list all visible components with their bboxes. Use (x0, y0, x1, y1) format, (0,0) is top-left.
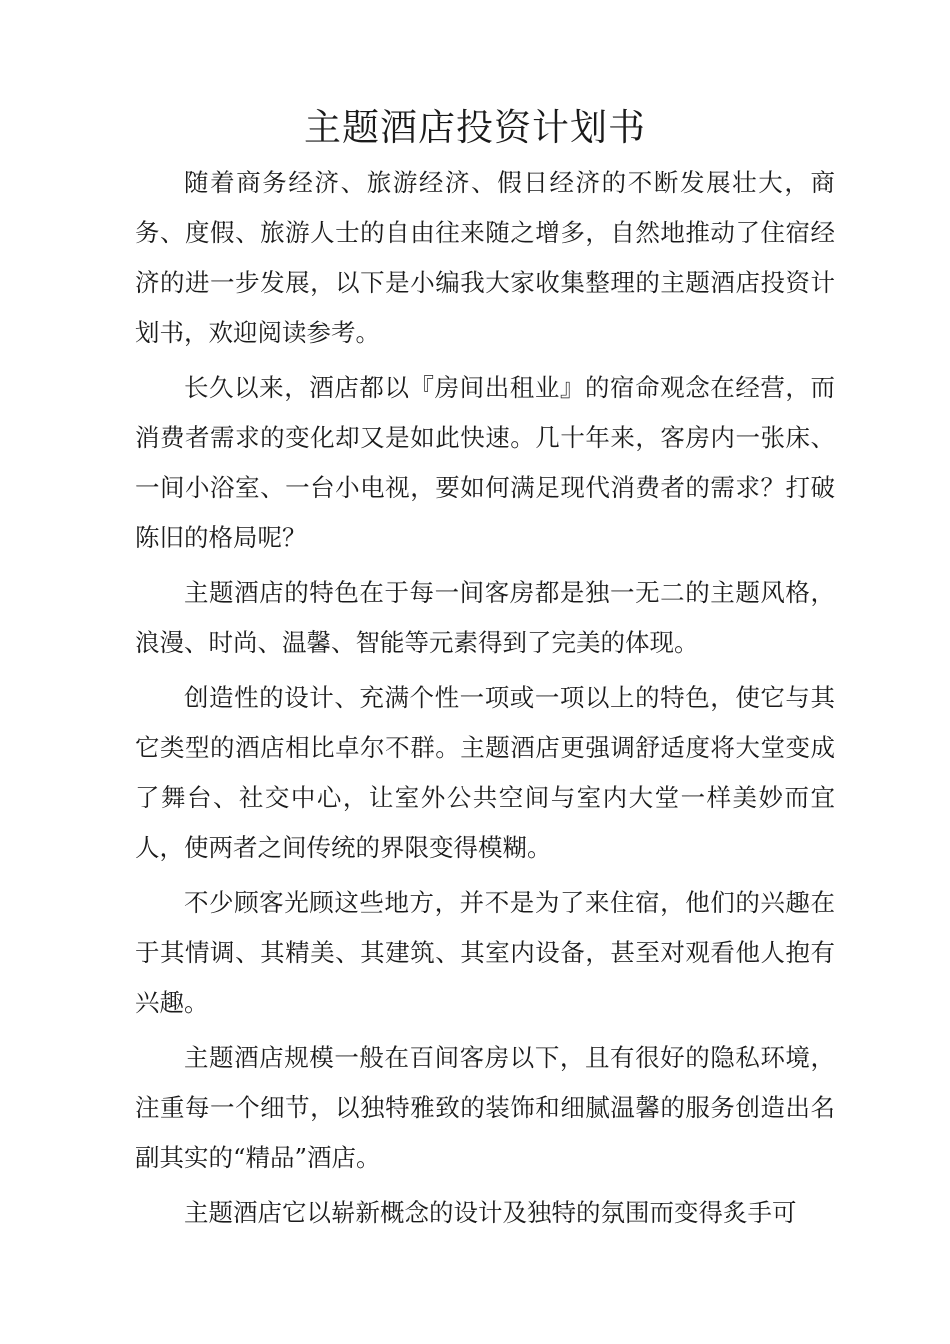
paragraph-1: 随着商务经济、旅游经济、假日经济的不断发展壮大，商务、度假、旅游人士的自由往来随之增多，自然地推动了住宿经济的进一步发展，以下是小编我大家收集整理的主题酒店投资计划书，欢迎阅读参考。 (135, 168, 835, 347)
paragraph-7: 主题酒店它以崭新概念的设计及独特的氛围而变得炙手可 (184, 1198, 797, 1227)
paragraph-4: 创造性的设计、充满个性一项或一项以上的特色，使它与其它类型的酒店相比卓尔不群。主题酒店更强调舒适度将大堂变成了舞台、社交中心，让室外公共空间与室内大堂一样美妙而宜人，使两者之间传统的界限变得模糊。 (135, 683, 835, 862)
document-body (135, 158, 835, 1243)
document-title: 主题酒店投资计划书 (304, 106, 646, 149)
paragraph-3: 主题酒店的特色在于每一间客房都是独一无二的主题风格，浪漫、时尚、温馨、智能等元素得到了完美的体现。 (135, 578, 835, 657)
paragraph-5: 不少顾客光顾这些地方，并不是为了来住宿，他们的兴趣在于其情调、其精美、其建筑、其室内设备，甚至对观看他人抱有兴趣。 (135, 888, 835, 1017)
paragraph-2: 长久以来，酒店都以『房间出租业』的宿命观念在经营，而消费者需求的变化却又是如此快速。几十年来，客房内一张床、一间小浴室、一台小电视，要如何满足现代消费者的需求？打破陈旧的格局呢？ (135, 373, 835, 552)
paragraph-6: 主题酒店规模一般在百间客房以下，且有很好的隐私环境，注重每一个细节，以独特雅致的装饰和细腻温馨的服务创造出名副其实的“精品”酒店。 (135, 1043, 835, 1172)
